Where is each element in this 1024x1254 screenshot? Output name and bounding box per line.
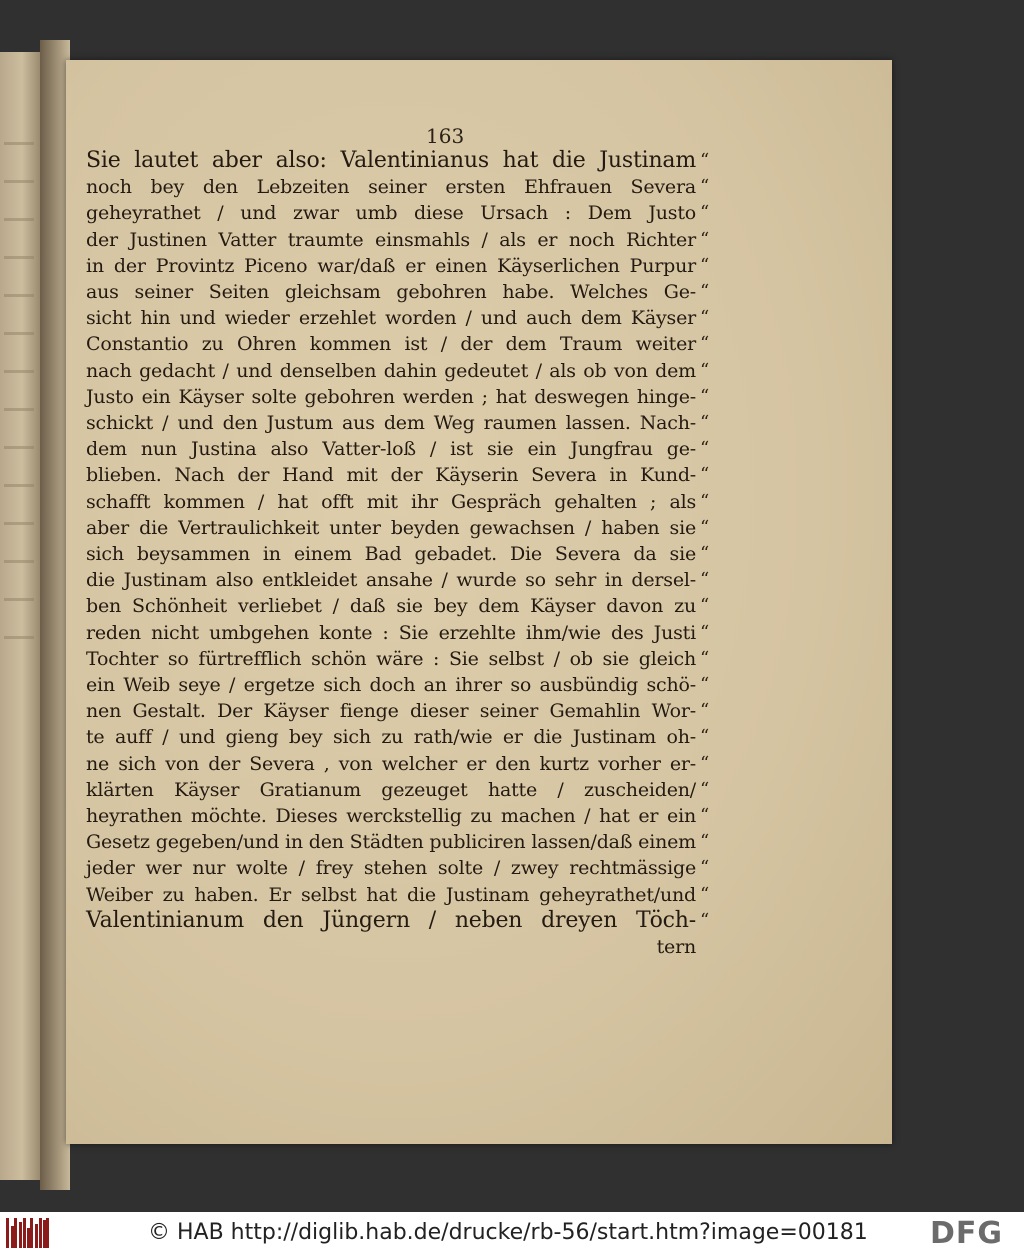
book-page [66, 60, 892, 1144]
text-line: reden nicht umbgehen konte : Sie erzehlte ihm/wie des Justi [86, 621, 696, 644]
margin-quote-mark: “ [700, 307, 710, 329]
logo-bar [23, 1218, 26, 1248]
text-line: Sie lautet aber also: Valentinianus hat die Justinam [86, 148, 696, 173]
previous-page-text-trace [4, 446, 34, 449]
text-line: die Justinam also entkleidet ansahe / wurde so sehr in dersel- [86, 569, 696, 592]
logo-bar [39, 1218, 42, 1248]
logo-bar [35, 1224, 38, 1248]
previous-page-edge [0, 52, 40, 1180]
margin-quote-mark: “ [700, 778, 710, 800]
margin-quote-mark: “ [700, 857, 710, 879]
logo-bar [30, 1218, 33, 1248]
hab-barcode-logo-icon[interactable] [6, 1218, 50, 1248]
previous-page-text-trace [4, 522, 34, 525]
margin-quote-mark: “ [700, 281, 710, 302]
margin-quote-mark: “ [700, 805, 710, 826]
margin-quote-mark: “ [700, 516, 710, 538]
margin-quote-mark: “ [700, 621, 710, 643]
margin-quote-mark: “ [700, 150, 710, 171]
margin-quote-mark: “ [700, 543, 710, 564]
text-line: klärten Käyser Gratianum gezeuget hatte / zuscheiden/ [86, 778, 696, 801]
margin-quote-mark: “ [700, 569, 710, 591]
logo-bar [19, 1222, 22, 1248]
margin-quote-mark: “ [700, 726, 710, 748]
previous-page-text-trace [4, 636, 34, 639]
text-line: aus seiner Seiten gleichsam gebohren habe. Welches Ge- [86, 281, 696, 303]
margin-quote-mark: “ [700, 647, 710, 669]
text-line: blieben. Nach der Hand mit der Käyserin Severa in Kund- [86, 464, 696, 487]
margin-quote-mark: “ [700, 176, 710, 198]
text-line: Gesetz gegeben/und in den Städten publiciren lassen/daß einem [86, 831, 696, 854]
text-line: der Justinen Vatter traumte einsmahls / als er noch Richter [86, 228, 696, 251]
previous-page-text-trace [4, 294, 34, 297]
previous-page-text-trace [4, 142, 34, 145]
text-line: nen Gestalt. Der Käyser fienge dieser seiner Gemahlin Wor- [86, 700, 696, 723]
margin-quote-mark: “ [700, 831, 710, 853]
previous-page-text-trace [4, 484, 34, 487]
text-line: ein Weib seye / ergetze sich doch an ihrer so ausbündig schö- [86, 674, 696, 696]
text-line: ne sich von der Severa , von welcher er den kurtz vorher er- [86, 752, 696, 775]
previous-page-text-trace [4, 598, 34, 601]
footer-bar [0, 1212, 1024, 1254]
text-line: sicht hin und wieder erzehlet worden / und auch dem Käyser [86, 307, 696, 330]
previous-page-text-trace [4, 560, 34, 563]
logo-bar [14, 1218, 17, 1248]
logo-bar [46, 1218, 49, 1248]
text-line: Tochter so fürtrefflich schön wäre : Sie selbst / ob sie gleich [86, 647, 696, 670]
margin-quote-mark: “ [700, 700, 710, 722]
text-line: tern [656, 936, 696, 958]
margin-quote-mark: “ [700, 333, 710, 355]
text-line: sich beysammen in einem Bad gebadet. Die Severa da sie [86, 543, 696, 565]
margin-quote-mark: “ [700, 412, 710, 433]
margin-quote-mark: “ [700, 385, 710, 407]
copyright-link[interactable]: © HAB http://diglib.hab.de/drucke/rb-56/start.htm?image=00181 [148, 1220, 868, 1245]
text-line: heyrathen möchte. Dieses werckstellig zu machen / hat er ein [86, 805, 696, 827]
margin-quote-mark: “ [700, 490, 710, 512]
text-line: nach gedacht / und denselben dahin gedeutet / als ob von dem [86, 359, 696, 382]
margin-quote-mark: “ [700, 883, 710, 905]
margin-quote-mark: “ [700, 752, 710, 774]
margin-quote-mark: “ [700, 464, 710, 486]
previous-page-text-trace [4, 218, 34, 221]
text-line: Valentinianum den Jüngern / neben dreyen Töch- [86, 907, 696, 933]
previous-page-text-trace [4, 180, 34, 183]
text-line: geheyrathet / und zwar umb diese Ursach : Dem Justo [86, 202, 696, 225]
margin-quote-mark: “ [700, 202, 710, 224]
text-line: Constantio zu Ohren kommen ist / der dem Traum weiter [86, 333, 696, 356]
text-line: te auff / und gieng bey sich zu rath/wie er die Justinam oh- [86, 726, 696, 749]
text-line: Justo ein Käyser solte gebohren werden ; hat deswegen hinge- [86, 385, 696, 408]
text-line: aber die Vertraulichkeit unter beyden gewachsen / haben sie [86, 516, 696, 539]
margin-quote-mark: “ [700, 359, 710, 381]
logo-bar [6, 1218, 9, 1248]
margin-quote-mark: “ [700, 595, 710, 617]
text-line: dem nun Justina also Vatter-loß / ist sie ein Jungfrau ge- [86, 438, 696, 461]
text-line: in der Provintz Piceno war/daß er einen Käyserlichen Purpur [86, 254, 696, 277]
text-line: Weiber zu haben. Er selbst hat die Justinam geheyrathet/und [86, 883, 696, 906]
dfg-logo[interactable]: DFG [930, 1216, 1004, 1251]
previous-page-text-trace [4, 370, 34, 373]
text-line: schickt / und den Justum aus dem Weg raumen lassen. Nach- [86, 412, 696, 434]
text-line: ben Schönheit verliebet / daß sie bey dem Käyser davon zu [86, 595, 696, 618]
previous-page-text-trace [4, 256, 34, 259]
page-number: 163 [426, 124, 465, 148]
text-line: jeder wer nur wolte / frey stehen solte / zwey rechtmässige [86, 857, 696, 880]
previous-page-text-trace [4, 332, 34, 335]
margin-quote-mark: “ [700, 909, 710, 931]
previous-page-text-trace [4, 408, 34, 411]
margin-quote-mark: “ [700, 438, 710, 460]
margin-quote-mark: “ [700, 228, 710, 250]
text-line: schafft kommen / hat offt mit ihr Gespräch gehalten ; als [86, 490, 696, 513]
text-line: noch bey den Lebzeiten seiner ersten Ehfrauen Severa [86, 176, 696, 199]
margin-quote-mark: “ [700, 674, 710, 695]
margin-quote-mark: “ [700, 254, 710, 276]
